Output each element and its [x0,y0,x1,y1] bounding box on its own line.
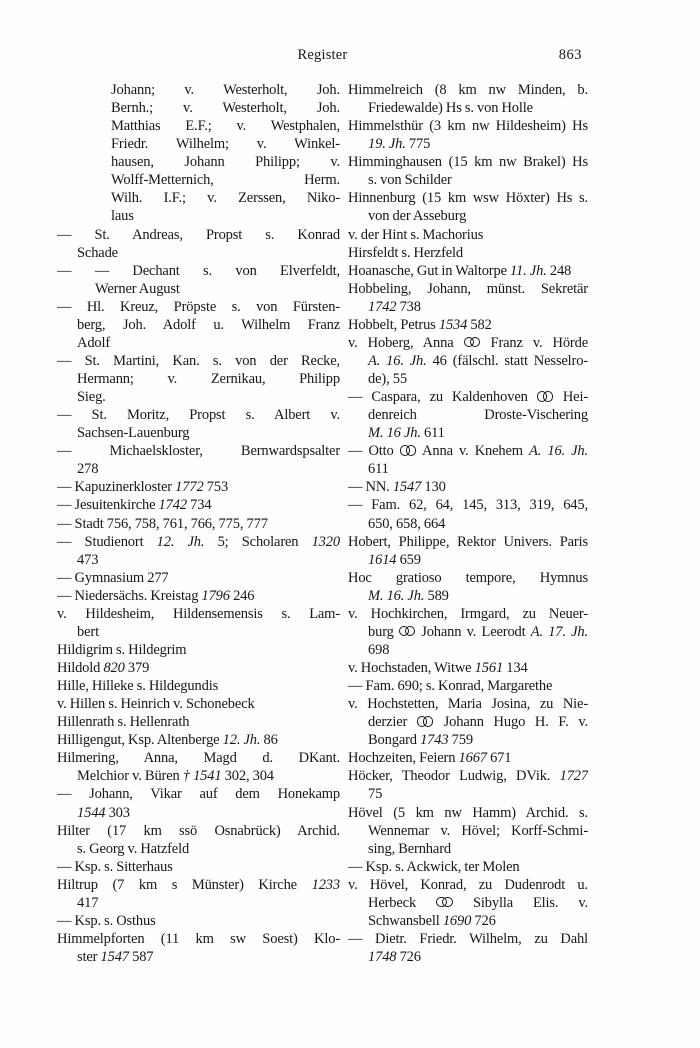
index-line-text: Wennemar v. Hövel; Korff-Schmi- [368,822,588,839]
index-line [57,135,340,153]
index-line [348,460,588,478]
index-line-text: Hobert, Philippe, Rektor Univers. Paris [348,533,588,550]
index-line [57,460,340,478]
index-line [348,135,588,153]
index-line-text: berg, Joh. Adolf u. Wilhelm Franz [77,316,340,333]
index-line [348,767,588,785]
index-line [57,876,340,894]
index-line-text: — Dietr. Friedr. Wilhelm, zu Dahl [348,930,588,947]
page-number: 863 [558,47,582,63]
index-line [348,424,588,442]
index-line-text: 5; Scholaren [204,533,312,550]
index-line-text: derzier [368,714,417,731]
index-line-text: Hilter (17 km ssö Osnabrück) Archid. [57,822,340,839]
index-line-text: 726 [396,949,421,965]
index-line-text: A. 16. Jh. [529,443,588,460]
index-line-text: Schwansbell [368,912,443,929]
index-line [348,731,588,749]
index-line [348,822,588,840]
index-line [348,623,588,641]
index-line-text: v. Hochstetten, Maria Josina, zu Nie- [348,696,588,713]
index-line-text: 134 [503,660,528,676]
index-line-text: 1748 [368,949,397,965]
index-line-text: 611 [420,425,445,442]
index-line-text: Höcker, Theodor Ludwig, DVik. [348,768,560,785]
index-line [57,478,340,496]
index-line-text: — Johann, Vikar auf dem Honekamp [57,786,340,803]
index-line-text: Sibylla Elis. v. [453,894,588,911]
index-line [57,515,340,533]
index-line [348,171,588,189]
index-line-text: 1544 [77,804,106,821]
index-column-left [57,81,340,966]
index-line-text: 246 [229,587,255,604]
index-line-text: von der Asseburg [368,208,467,225]
index-line-text: 1667 [458,750,487,767]
index-line [57,912,340,930]
index-line [348,207,588,225]
index-line-text: — Ksp. s. Sitterhaus [57,858,173,875]
index-line-text: 417 [77,894,99,911]
marriage-icon [417,716,434,727]
index-line-text: 1796 [201,587,230,604]
index-line [348,677,588,695]
index-line-text: ster [77,949,101,965]
index-line [57,695,340,713]
index-line [57,804,340,822]
index-line [348,948,588,966]
index-line [348,695,588,713]
index-line-text: Herbeck [368,894,437,911]
index-line-text: — Gymnasium 277 [57,569,169,586]
index-line-text: — Fam. 62, 64, 145, 313, 319, 645, [348,497,588,514]
index-line [57,81,340,99]
index-line-text: 650, 658, 664 [368,515,446,532]
index-line-text: Johann; v. Westerholt, Joh. [111,82,340,98]
index-line-text: Hövel (5 km nw Hamm) Archid. s. [348,804,588,821]
index-line-text: — Kapuzinerkloster [57,479,176,496]
index-line-text: v. Hövel, Konrad, zu Dudenrodt u. [348,876,588,893]
index-line-text: — — Dechant s. von Elverfeldt, [57,262,340,279]
index-line [348,280,588,298]
index-column-right [348,81,588,966]
index-line-text: — NN. [348,479,393,496]
index-line-text: 1233 [311,876,340,893]
index-line-text: 46 (fälschl. statt Nesselro- [426,352,588,369]
index-line [57,569,340,587]
index-line-text: 1534 [438,316,468,333]
index-line-text: Matthias E.F.; v. Westphalen, [111,118,340,135]
index-line [348,442,588,460]
index-line-text: Hinnenburg (15 km wsw Höxter) Hs s. [348,190,588,207]
index-line-text: — St. Andreas, Propst s. Konrad [57,226,340,243]
index-line [57,207,340,225]
index-line [57,894,340,912]
index-line [348,99,588,117]
index-line-text: Hilligengut, Ksp. Altenberge [57,732,223,749]
index-line [348,262,588,280]
index-line-text: — Hl. Kreuz, Pröpste s. von Fürsten- [57,298,340,315]
index-columns [57,81,588,966]
index-line-text: v. Hochstaden, Witwe [348,660,475,676]
index-line-text: 659 [396,551,421,568]
index-line-text: Hildigrim s. Hildegrim [57,641,187,658]
index-line-text: 671 [486,750,512,767]
index-line [57,189,340,207]
index-line-text: Hoc gratioso tempore, Hymnus [348,569,588,586]
index-line-text: 379 [124,660,150,676]
index-line-text: 278 [77,461,99,478]
index-line-text: Friedewalde) Hs s. von Holle [368,100,533,117]
index-line [57,280,340,298]
index-line-text: Hochzeiten, Feiern [348,750,459,767]
index-line-text: 1561 [474,660,504,676]
index-line-text: Hobbeling, Johann, münst. Sekretär [348,280,588,297]
index-line-text: Hiltrup (7 km s Münster) Kirche [57,876,312,893]
index-line [57,262,340,280]
index-line-text: s. von Schilder [368,172,452,189]
index-line-text: Bongard [368,732,421,749]
index-line [348,785,588,803]
index-line [348,81,588,99]
marriage-icon [400,445,417,456]
index-line [57,406,340,424]
index-line [57,551,340,569]
index-line [348,496,588,514]
index-line-text: Bernh.; v. Westerholt, Joh. [111,100,340,117]
marriage-icon [464,337,481,348]
index-line-text: sing, Bernhard [368,840,451,857]
index-line [348,713,588,731]
index-line [57,442,340,460]
index-line-text: Sachsen-Lauenburg [77,425,190,442]
index-line [57,587,340,605]
index-line-text: 759 [448,732,473,749]
index-line [57,334,340,352]
index-line-text: Hilmering, Anna, Magd d. DKant. [57,750,340,767]
index-line-text: 753 [203,479,229,496]
index-line [57,858,340,876]
index-line-text: 1743 [420,732,449,749]
index-line-text: 698 [368,641,390,658]
index-line-text: Himmelsthür (3 km nw Hildesheim) Hs [348,118,588,135]
index-line-text: 734 [186,497,212,514]
index-line-text: Himminghausen (15 km nw Brakel) Hs [348,154,588,171]
index-line-text: 19. Jh. [368,136,406,153]
index-line-text: M. 16 Jh. [368,425,421,442]
index-line-text: Hille, Hilleke s. Hildegundis [57,678,219,695]
index-line [348,515,588,533]
index-line [57,244,340,262]
index-line-text: Friedr. Wilhelm; v. Winkel- [111,136,340,153]
index-line [57,623,340,641]
index-line [348,894,588,912]
index-line-text: 303 [105,804,130,821]
index-line-text: 589 [424,587,449,604]
index-line [348,930,588,948]
index-line [348,533,588,551]
text-block [57,46,588,966]
index-line-text: — Michaelskloster, Bernwardspsalter [57,443,340,460]
index-line [57,731,340,749]
index-line-text: Franz v. Hörde [480,334,588,351]
index-line [57,153,340,171]
index-line-text: Hermann; v. Zernikau, Philipp [77,371,340,387]
index-line [57,117,340,135]
index-line [348,406,588,424]
index-line-text: 1727 [559,768,588,785]
index-line-text: 820 [103,660,125,676]
index-line-text: A. 16. Jh. [368,352,427,369]
index-line-text: Hoanasche, Gut in Waltorpe [348,262,511,279]
index-line [348,804,588,822]
index-line-text: — Niedersächs. Kreistag [57,587,202,604]
index-line [348,226,588,244]
index-line [348,605,588,623]
index-line-text: 473 [77,551,99,568]
index-line-text: laus [111,208,134,225]
index-line-text: s. Georg v. Hatzfeld [77,840,190,857]
index-line [57,713,340,731]
register-title: Register [297,47,348,63]
index-line-text: 1320 [311,533,340,550]
index-line-text: — Studienort [57,533,157,550]
index-line-text: 130 [421,479,446,496]
index-line [57,99,340,117]
index-line-text: hausen, Johann Philipp; v. [111,154,340,171]
index-line [57,749,340,767]
index-line [348,659,588,677]
index-line-text: 775 [405,136,431,153]
index-line-text: 1742 [368,298,397,315]
index-line [348,352,588,370]
index-line-text: Wilh. I.F.; v. Zerssen, Niko- [111,190,340,207]
index-line [57,370,340,388]
index-line [348,298,588,316]
index-line [348,153,588,171]
index-line [348,478,588,496]
index-line-text: v. der Hint s. Machorius [348,226,484,243]
index-line [57,424,340,442]
index-line-text: — Fam. 690; s. Konrad, Margarethe [348,678,553,695]
index-line-text: 86 [260,732,278,749]
index-line-text: Schade [77,244,118,261]
index-line-text: Sieg. [77,389,106,406]
index-line [57,533,340,551]
index-line-text: 12. Jh. [222,732,261,749]
marriage-icon [436,897,453,908]
index-line-text: — Caspara, zu Kaldenhoven [348,389,537,406]
index-line-text: Adolf [77,334,111,351]
index-line-text: Hildold [57,660,104,676]
index-line [348,370,588,388]
index-line [57,840,340,858]
index-line-text: 1690 [442,912,472,929]
index-line-text: 1772 [175,479,204,496]
index-line [57,785,340,803]
index-line-text: — Otto [348,443,400,460]
index-line [57,822,340,840]
index-line [57,677,340,695]
index-line-text: 582 [467,316,492,333]
index-line [348,334,588,352]
index-line [348,189,588,207]
index-line [57,388,340,406]
index-line [57,171,340,189]
index-line [57,352,340,370]
index-line-text: Johann v. Leerodt [415,623,531,640]
index-line [348,858,588,876]
index-line [57,767,340,785]
index-line-text: Anna v. Knehem [416,443,530,460]
index-line [348,569,588,587]
index-line-text: 1742 [158,497,187,514]
index-line-text: v. Hoberg, Anna [348,334,464,351]
index-line [57,641,340,659]
index-line [348,749,588,767]
index-line-text: v. Hochkirchen, Irmgard, zu Neuer- [348,605,588,622]
index-line [348,316,588,334]
index-line-text: Hei- [553,389,588,406]
index-line-text: — St. Martini, Kan. s. von der Recke, [57,352,340,369]
index-line-text: Johann Hugo H. F. v. [433,714,588,731]
index-line-text: Hillenrath s. Hellenrath [57,714,190,731]
index-line [348,912,588,930]
index-line [348,587,588,605]
index-line-text: A. 17. Jh. [530,623,588,640]
index-line-text: 738 [396,298,421,315]
index-line-text: Hobbelt, Petrus [348,316,439,333]
index-line-text: burg [368,623,399,640]
index-line [348,876,588,894]
index-line [57,930,340,948]
marriage-icon [399,626,416,637]
index-line-text: v. Hildesheim, Hildensemensis s. Lam- [57,605,340,622]
index-line [57,659,340,677]
index-line-text: Himmelreich (8 km nw Minden, b. [348,82,588,98]
index-line-text: 1547 [392,479,422,496]
index-line-text: † 1541 [182,768,222,785]
index-line [57,496,340,514]
index-line-text: Werner August [95,280,180,297]
index-line [57,298,340,316]
index-line-text: 302, 304 [221,768,274,785]
index-line [348,388,588,406]
index-line [348,551,588,569]
index-line-text: v. Hillen s. Heinrich v. Schonebeck [57,696,255,713]
index-line-text: — Ksp. s. Osthus [57,912,156,929]
index-line-text: 248 [546,262,572,279]
marriage-icon [537,391,554,402]
index-line [57,605,340,623]
index-line-text: Wolff-Metternich, Herm. [111,172,340,189]
index-line-text: 75 [368,786,383,803]
index-line-text: denreich Droste-Vischering [368,407,588,424]
index-line-text: Melchior v. Büren [77,768,183,785]
index-line-text: 1614 [368,551,397,568]
index-line-text: 587 [128,949,154,965]
index-line [348,244,588,262]
index-line-text: 726 [471,912,496,929]
index-line-text: 611 [368,461,389,478]
index-line-text: 11. Jh. [510,262,547,279]
index-line-text: Hirsfeldt s. Herzfeld [348,244,464,261]
index-line [348,840,588,858]
index-line-text: 1547 [100,949,129,965]
index-line [348,641,588,659]
index-line-text: — Jesuitenkirche [57,497,159,514]
index-line-text: bert [77,623,99,640]
index-line-text: 12. Jh. [156,533,205,550]
index-line-text: — St. Moritz, Propst s. Albert v. [57,407,340,424]
index-line-text: de), 55 [368,371,407,387]
index-line [57,948,340,966]
index-line [348,117,588,135]
running-head [57,46,588,64]
index-line [57,226,340,244]
index-line-text: M. 16. Jh. [368,587,425,604]
index-line-text: — Ksp. s. Ackwick, ter Molen [348,858,520,875]
index-line-text: Himmelpforten (11 km sw Soest) Klo- [57,930,340,947]
index-line-text: — Stadt 756, 758, 761, 766, 775, 777 [57,515,268,532]
index-line [57,316,340,334]
